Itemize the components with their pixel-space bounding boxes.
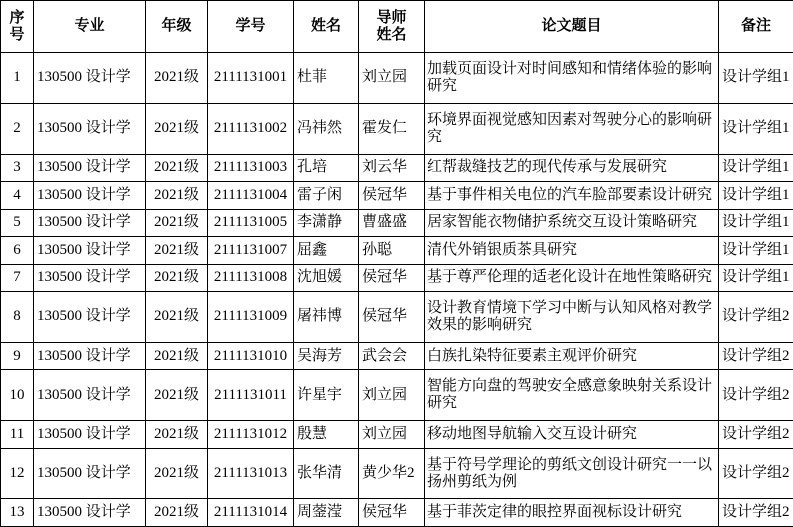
- col-header-index: [1, 1, 34, 53]
- cell-thesis_title: 红帮裁缝技艺的现代传承与发展研究: [425, 154, 719, 181]
- cell-thesis_title: 居家智能衣物储护系统交互设计策略研究: [425, 209, 719, 236]
- col-header-name-label: 姓名: [310, 18, 341, 34]
- col-header-remark-label: 备注: [740, 18, 771, 34]
- cell-remark: 设计学组2: [719, 342, 793, 369]
- cell-student_id: 2111131001: [208, 53, 294, 104]
- cell-index: 8: [1, 292, 34, 343]
- cell-major: 130500 设计学: [34, 103, 146, 154]
- cell-index: 5: [1, 209, 34, 236]
- cell-student_id: 2111131012: [208, 421, 294, 448]
- cell-name: 孔培: [294, 154, 359, 181]
- cell-major: 130500 设计学: [34, 53, 146, 104]
- cell-thesis_title: 移动地图导航输入交互设计研究: [425, 421, 719, 448]
- cell-advisor: 侯冠华: [359, 292, 425, 343]
- cell-major: 130500 设计学: [34, 370, 146, 421]
- cell-thesis_title: 白族扎染特征要素主观评价研究: [425, 342, 719, 369]
- cell-name: 雷子闲: [294, 182, 359, 209]
- cell-remark: 设计学组2: [719, 499, 793, 527]
- cell-major: 130500 设计学: [34, 292, 146, 343]
- cell-advisor: 曹盛盛: [359, 209, 425, 236]
- cell-major: 130500 设计学: [34, 237, 146, 264]
- table-row: [1, 448, 793, 499]
- cell-advisor: 刘云华: [359, 154, 425, 181]
- cell-grade: 2021级: [146, 421, 208, 448]
- col-header-remark: [719, 1, 793, 53]
- cell-grade: 2021级: [146, 264, 208, 291]
- cell-advisor: 侯冠华: [359, 264, 425, 291]
- cell-major: 130500 设计学: [34, 209, 146, 236]
- cell-name: 殷慧: [294, 421, 359, 448]
- col-header-student-id-label: 学号: [235, 18, 266, 34]
- col-header-advisor: [359, 1, 425, 53]
- cell-grade: 2021级: [146, 370, 208, 421]
- cell-grade: 2021级: [146, 103, 208, 154]
- cell-index: 3: [1, 154, 34, 181]
- cell-student_id: 2111131013: [208, 448, 294, 499]
- cell-name: 杜菲: [294, 53, 359, 104]
- cell-major: 130500 设计学: [34, 154, 146, 181]
- cell-index: 7: [1, 264, 34, 291]
- cell-student_id: 2111131014: [208, 499, 294, 527]
- cell-advisor: 霍发仁: [359, 103, 425, 154]
- cell-remark: 设计学组2: [719, 292, 793, 343]
- cell-thesis_title: 基于尊严伦理的适老化设计在地性策略研究: [425, 264, 719, 291]
- cell-name: 沈旭媛: [294, 264, 359, 291]
- cell-advisor: 侯冠华: [359, 499, 425, 527]
- cell-grade: 2021级: [146, 292, 208, 343]
- col-header-grade: [146, 1, 208, 53]
- cell-index: 13: [1, 499, 34, 527]
- cell-remark: 设计学组1: [719, 182, 793, 209]
- cell-name: 吴海芳: [294, 342, 359, 369]
- cell-grade: 2021级: [146, 499, 208, 527]
- cell-major: 130500 设计学: [34, 421, 146, 448]
- cell-student_id: 2111131010: [208, 342, 294, 369]
- cell-index: 11: [1, 421, 34, 448]
- cell-major: 130500 设计学: [34, 182, 146, 209]
- cell-remark: 设计学组2: [719, 370, 793, 421]
- cell-name: 张华清: [294, 448, 359, 499]
- cell-student_id: 2111131002: [208, 103, 294, 154]
- cell-advisor: 刘立园: [359, 370, 425, 421]
- cell-grade: 2021级: [146, 182, 208, 209]
- col-header-student-id: [208, 1, 294, 53]
- col-header-thesis-title-label: 论文题目: [541, 18, 602, 34]
- cell-student_id: 2111131004: [208, 182, 294, 209]
- cell-grade: 2021级: [146, 209, 208, 236]
- cell-name: 屈鑫: [294, 237, 359, 264]
- cell-index: 12: [1, 448, 34, 499]
- cell-student_id: 2111131003: [208, 154, 294, 181]
- cell-name: 许星宇: [294, 370, 359, 421]
- col-header-name: [294, 1, 359, 53]
- col-header-thesis-title: [425, 1, 719, 53]
- cell-advisor: 刘立园: [359, 421, 425, 448]
- table-row: [1, 53, 793, 104]
- cell-name: 周蓥滢: [294, 499, 359, 527]
- table-row: [1, 209, 793, 236]
- table-row: [1, 264, 793, 291]
- cell-grade: 2021级: [146, 448, 208, 499]
- cell-major: 130500 设计学: [34, 499, 146, 527]
- cell-student_id: 2111131011: [208, 370, 294, 421]
- cell-remark: 设计学组1: [719, 209, 793, 236]
- table-row: [1, 421, 793, 448]
- cell-remark: 设计学组1: [719, 264, 793, 291]
- cell-advisor: 刘立园: [359, 53, 425, 104]
- cell-name: 李潇静: [294, 209, 359, 236]
- cell-advisor: 侯冠华: [359, 182, 425, 209]
- table-row: [1, 237, 793, 264]
- cell-thesis_title: 清代外销银质茶具研究: [425, 237, 719, 264]
- col-header-major-label: 专业: [74, 18, 105, 34]
- cell-remark: 设计学组2: [719, 421, 793, 448]
- cell-grade: 2021级: [146, 237, 208, 264]
- cell-advisor: 孙聪: [359, 237, 425, 264]
- table-row: [1, 103, 793, 154]
- col-header-grade-label: 年级: [161, 18, 192, 34]
- cell-grade: 2021级: [146, 53, 208, 104]
- cell-remark: 设计学组1: [719, 103, 793, 154]
- cell-index: 6: [1, 237, 34, 264]
- cell-major: 130500 设计学: [34, 342, 146, 369]
- cell-student_id: 2111131008: [208, 264, 294, 291]
- cell-remark: 设计学组2: [719, 448, 793, 499]
- cell-thesis_title: 设计教育情境下学习中断与认知风格对教学效果的影响研究: [425, 292, 719, 343]
- cell-remark: 设计学组1: [719, 237, 793, 264]
- cell-grade: 2021级: [146, 154, 208, 181]
- table-row: [1, 499, 793, 527]
- cell-remark: 设计学组1: [719, 154, 793, 181]
- cell-major: 130500 设计学: [34, 264, 146, 291]
- table-body: [1, 53, 793, 527]
- cell-index: 4: [1, 182, 34, 209]
- cell-thesis_title: 加载页面设计对时间感知和情绪体验的影响研究: [425, 53, 719, 104]
- col-header-advisor-label: 导师姓名: [376, 9, 407, 43]
- cell-thesis_title: 基于菲茨定律的眼控界面视标设计研究: [425, 499, 719, 527]
- header-row: [1, 1, 793, 53]
- table-row: [1, 342, 793, 369]
- table-row: [1, 182, 793, 209]
- cell-major: 130500 设计学: [34, 448, 146, 499]
- cell-name: 冯祎然: [294, 103, 359, 154]
- cell-index: 10: [1, 370, 34, 421]
- cell-thesis_title: 基于事件相关电位的汽车脸部要素设计研究: [425, 182, 719, 209]
- cell-student_id: 2111131007: [208, 237, 294, 264]
- cell-student_id: 2111131005: [208, 209, 294, 236]
- cell-index: 9: [1, 342, 34, 369]
- cell-advisor: 武会会: [359, 342, 425, 369]
- cell-name: 屠祎博: [294, 292, 359, 343]
- cell-index: 2: [1, 103, 34, 154]
- table-row: [1, 154, 793, 181]
- col-header-major: [34, 1, 146, 53]
- col-header-index-label: 序号: [9, 9, 25, 43]
- cell-student_id: 2111131009: [208, 292, 294, 343]
- table-header: [1, 1, 793, 53]
- cell-thesis_title: 环境界面视觉感知因素对驾驶分心的影响研究: [425, 103, 719, 154]
- cell-remark: 设计学组1: [719, 53, 793, 104]
- cell-index: 1: [1, 53, 34, 104]
- cell-thesis_title: 智能方向盘的驾驶安全感意象映射关系设计研究: [425, 370, 719, 421]
- cell-grade: 2021级: [146, 342, 208, 369]
- cell-advisor: 黄少华2: [359, 448, 425, 499]
- table-row: [1, 370, 793, 421]
- cell-thesis_title: 基于符号学理论的剪纸文创设计研究一一以扬州剪纸为例: [425, 448, 719, 499]
- table-row: [1, 292, 793, 343]
